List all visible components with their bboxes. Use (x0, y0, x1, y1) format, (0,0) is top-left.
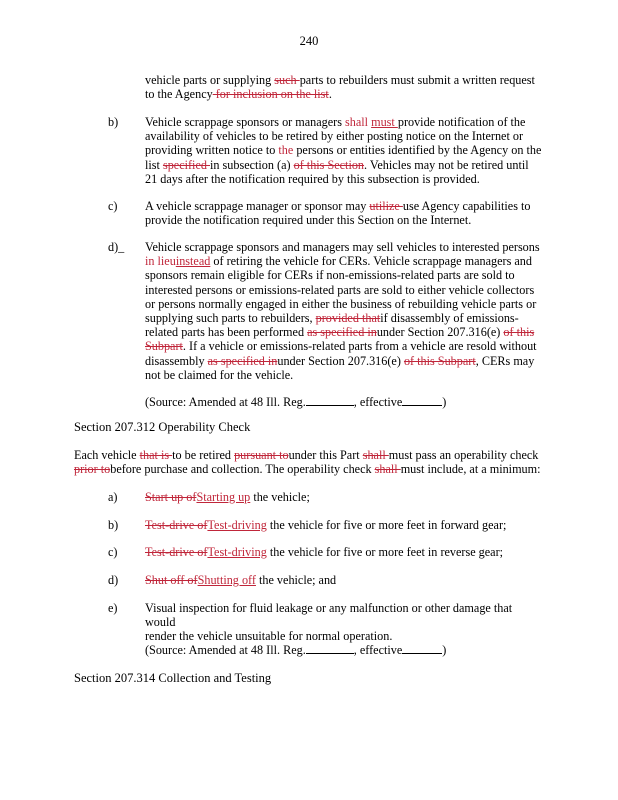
section-314-heading: Section 207.314 Collection and Testing (74, 671, 272, 685)
item-d-text: Vehicle scrappage sponsors and managers may sell vehicles to interested persons in lieuinstead of retiring the vehicle for CERs. Vehicle scrappage managers and sponsors remain eligible for CERs if non-emissions-related parts are sold to interested persons or emissions-related parts are sold to either vehicle collectors or persons normally engaged in either the business of rebuilding vehicle parts or supplying such parts to rebuilders, provided thatif disassembly of emissions- related parts has been performed as specified inunder Section 207.316(e) of this Subpart. If a vehicle or emissions-related parts from a vehicle are resold without disassembly as specified inunder Section 207.316(e) of this Subpart, CERs may not be claimed for the vehicle. (145, 240, 540, 382)
check-c-label: c) (108, 545, 118, 559)
check-e-text: Visual inspection for fluid leakage or any malfunction or other damage that would render the vehicle unsuitable for normal operation. (145, 601, 513, 644)
check-e-label: e) (108, 601, 118, 615)
item-d-label: d)_ (108, 240, 125, 254)
deleted-text: for inclusion on the list (212, 87, 329, 102)
deleted-text: such (274, 73, 300, 87)
operability-intro: Each vehicle that is to be retired pursuant tounder this Part shall must pass an operability check prior tobefore purchase and collection. The operability check shall must include, at a minimum: (74, 448, 541, 477)
check-a-text: Start up ofStarting up the vehicle; (145, 490, 310, 504)
blank-line (402, 395, 442, 406)
continuation-paragraph: vehicle parts or supplying such parts to rebuilders must submit a written request to the Agency for inclusion on the list. (145, 73, 535, 102)
check-b-text: Test-drive ofTest-driving the vehicle for five or more feet in forward gear; (145, 518, 507, 532)
section-312-heading: Section 207.312 Operability Check (74, 420, 251, 434)
check-c-text: Test-drive ofTest-driving the vehicle for five or more feet in reverse gear; (145, 545, 504, 559)
page-number: 240 (299, 34, 319, 48)
blank-line (306, 643, 354, 654)
check-b-label: b) (108, 518, 119, 532)
blank-line (306, 395, 354, 406)
blank-line (402, 643, 442, 654)
item-c-text: A vehicle scrappage manager or sponsor may utilize use Agency capabilities to provide the notification required under this Section on the Internet. (145, 199, 531, 228)
item-b-label: b) (108, 115, 119, 129)
source-note-1: (Source: Amended at 48 Ill. Reg. , effective ) (145, 395, 447, 409)
check-d-label: d) (108, 573, 119, 587)
item-b-text: Vehicle scrappage sponsors or managers shall must provide notification of the availability of vehicles to be retired by either posting notice on the Internet or providing written notice to the persons or entities identified by the Agency on the list specified in subsection (a) of this Section. Vehicles may not be retired until 21 days after the notification required by this subsection is provided. (145, 115, 542, 186)
check-a-label: a) (108, 490, 118, 504)
check-d-text: Shut off ofShutting off the vehicle; and (145, 573, 337, 587)
inserted-text: must (371, 115, 398, 129)
item-c-label: c) (108, 199, 118, 213)
source-note-2: (Source: Amended at 48 Ill. Reg. , effective ) (145, 643, 447, 657)
